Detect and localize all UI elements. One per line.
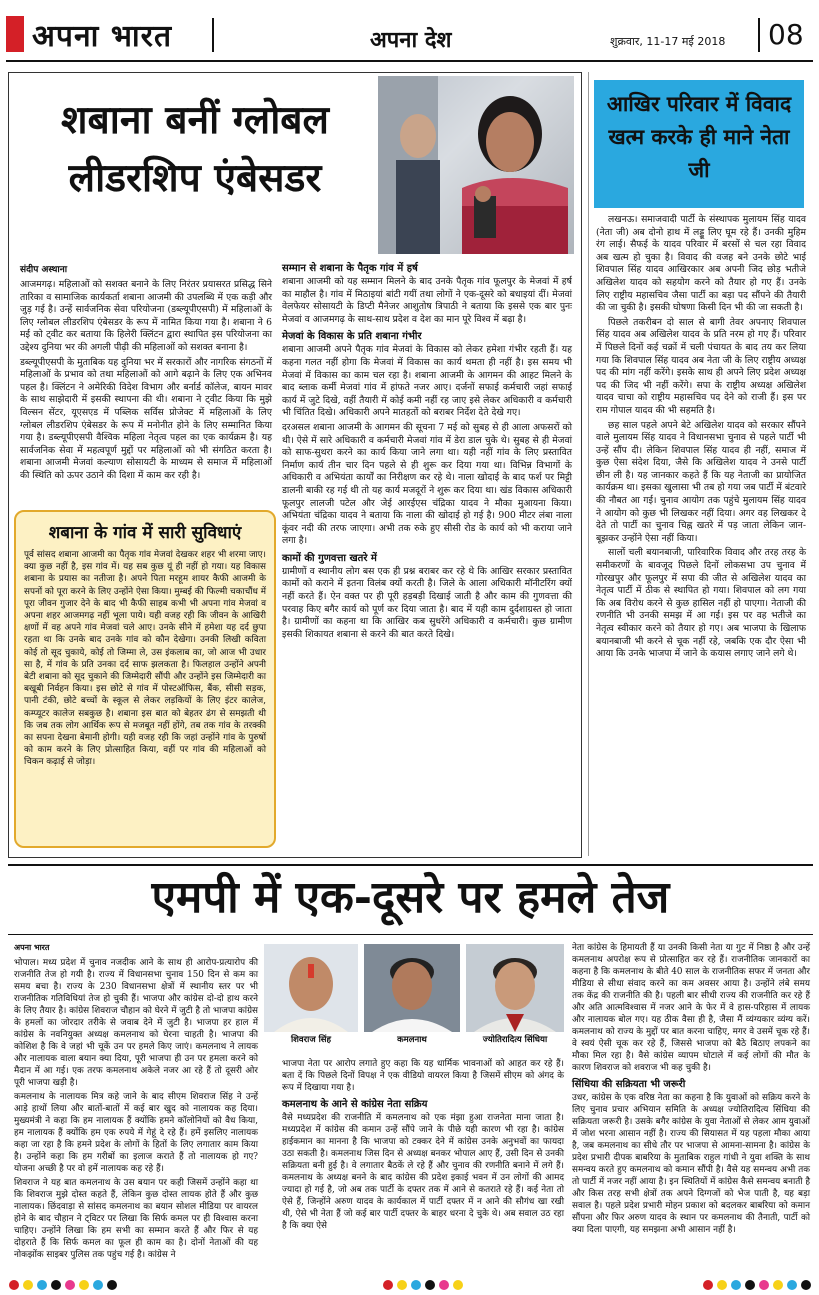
masthead-red-bar	[6, 16, 24, 52]
scindia-portrait	[466, 944, 564, 1032]
family-paragraph: लखनऊ। समाजवादी पार्टी के संस्थापक मुलायम सिंह यादव (नेता जी) अब दोनो हाथ में लड्डू लिए घूम रहे हैं। उनकी मुहिम रंग लाई। सैफई के यादव परिवार में बरसों से चल रहा विवाद अब खत्म हो चुका है। विवाद की वजह बने उनके छोटे भाई शिवपाल सिंह यादव आखिरकार अब अपनी जिद छोड़ भतीजे अखिलेश यादव को सहयोग करने को तैयार हो गए हैं। उनके लिए राष्ट्रीय महासचिव जैसा पार्टी का बड़ा पद सौंपने की तैयारी की जा चुकी है। इसकी घोषणा किसी दिन भी की जा सकती है।	[596, 214, 806, 314]
family-paragraph: छह साल पहले अपने बेटे अखिलेश यादव को सरकार सौंपने वाले मुलायम सिंह यादव ने विधानसभा चुनाव से पहले पार्टी भी उन्हें सौंप दी। लेकिन शिवपाल सिंह यादव ही नहीं, समाज में कुछ ऐसा संदेश दिया, जैसे कि अखिलेश यादव ने उनसे पार्टी छीन ली है। यह जानकार कहते हैं कि यह नेताजी का प्रायोजित कार्यक्रम था। इसका खुलासा भी तब हो गया जब पार्टी में बंटवारे की नौबत आ गई। चुनाव आयोग तक पहुंचे मुलायम सिंह यादव ने आयोग को कुछ भी लिखकर नहीं दिया। अगर वह लिखकर दे देते तो पार्टी का चुनाव चिह्न खतरे में पड़ जाता लेकिन जान-बूझकर उन्होंने ऐसा नहीं किया।	[596, 419, 806, 544]
mp-mid-paragraph: भाजपा नेता पर आरोप लगाते हुए कहा कि यह धार्मिक भावनाओं को आहत कर रहे हैं। बता दें कि पिछले दिनों विपक्ष ने एक वीडियो वायरल किया है जिसमें सीएम को अंगद के रूप में दिखाया गया है।	[282, 1059, 564, 1093]
registration-dots-strip	[8, 1279, 813, 1291]
shabana-col2-subheading: कामों की गुणवत्ता खतरे में	[282, 552, 377, 564]
shabana-byline: संदीप अस्थाना	[20, 265, 68, 275]
section-title: अपना देश	[370, 28, 452, 53]
mp-photos	[264, 944, 564, 1048]
shabana-col2-paragraph: ग्रामीणों व स्थानीय लोग बस एक ही प्रश्न बराबर कर रहे थे कि आखिर सरकार प्रस्तावित कामों को कराने में इतना विलंब क्यों करती है। जिले के आला अधिकारी मॉनीटरिंग क्यों नहीं करते हैं। ऐन वक्त पर ही पूरी हड़बड़ी दिखाई जाती है और काम की गुणवत्ता की परवाह किए बगैर कार्य को पूर्ण कर दिया जाता है। बाद में यही काम दुर्दशाग्रस्त हो जाता है। ग्रामीणों का कहना था कि आखिर कब सुधरेंगे अधिकारी व कर्मचारी। कुछ ग्रामीण इसकी शिकायत शबाना से करने की बात करते दिखे।	[282, 565, 572, 640]
kamalnath-portrait	[364, 944, 460, 1032]
village-box-heading: शबाना के गांव में सारी सुविधाएं	[48, 523, 242, 543]
village-box-body: पूर्व सांसद शबाना आजमी का पैतृक गांव मेजवां देखकर शहर भी शरमा जाए। क्या कुछ नहीं है, इस गांव में। यह सब कुछ यूं ही नहीं हो गया। यह विकास शबाना के प्रयास का नतीजा है। अपने पिता मरहूम शायर कैफी आजमी के सपनों को पूरा करने के लिए उन्होंने ऐसा किया। मुम्बई की फिल्मी चकाचौंध में पूरा जीवन गुजार देने के बाद भी कैफी साहब कभी भी अपना गांव मेजवां व अपना शहर आजमगढ़ नहीं भूला पाये। यही वजह रही कि जीवन के आखिरी क्षणों में वह अपने गांव मेजवां चले आए। उनके सीने में हमेशा यह दर्द छुपा रहता था कि उनके बाद उनके गांव को कौन देखेगा। उनकी लिखी कविता कोई तो सूद चुकाये, कोई तो जिम्मा ले, उस इंकलाब का, जो आज भी उधार सा है, में गांव के प्रति उनका दर्द साफ झलकता है। फिलहाल उन्होंने अपनी बेटी शबाना को सूद चुकाने की जिम्मेदारी सौंपी और उन्होंने इस जिम्मेदारी का बखूबी निर्वहन किया। इस छोटे से गांव में पोस्टऑफिस, बैंक, सीसी सड़क, पानी टंकी, छोटे बच्चों के स्कूल से लेकर लड़कियों के लिए इंटर कालेज, कम्प्यूटर कालेज सबकुछ है। शबाना इस बात को बेहतर ढंग से समझती थी कि जब तक लोग आर्थिक रूप से मजबूत नहीं होंगे, तब तक गांव के तरक्की का सपना देखना बेमानी होगी। यही वजह रही कि जहां उन्होंने गांव के पुरुषों को काम करने के लिए प्रोत्साहित किया, वहीं पर गांव की महिलाओं को चिकन कढ़ाई से जोड़ा।	[24, 550, 266, 768]
family-paragraph: सालों चली बयानबाजी, पारिवारिक विवाद और तरह तरह के समीकरणों के बावजूद पिछले दिनों लोकसभा उप चुनाव में गोरखपुर और फूलपुर में सपा की जीत से अखिलेश यादव का नेतृत्व पार्टी में ठीक से स्थापित हो गया। शिवपाल को लग गया कि अब विरोध करने से कुछ हासिल नहीं हो पाएगा। नेताजी की रणनीति भी उनकी समझ में आ गई। इस पर वह भतीजे का नेतृत्व स्वीकार करने को तैयार हो गए। अब भाजपा के खिलाफ बयानबाजी भी करने से चूक नहीं रहे, जबकि एक दौर ऐसा भी आया कि उनके भाजपा में जाने के कयास लगाए जाने लगे थे।	[596, 547, 806, 660]
paper-name: अपना भारत	[32, 19, 173, 54]
mp-col1-paragraph: कमलनाथ के नालायक मित्र कहे जाने के बाद सीएम शिवराज सिंह ने उन्हें आड़े हाथों लिया और बातों-बातों में कई बार खुद को नालायक कह दिया। मुख्यमंत्री ने कहा कि हम नालायक हैं क्योंकि हमने कॉलोनियों को वैध किया, हम नालायक हैं क्योंकि हम एक रुपये में गेहूं दे रहे हैं। हमें इसलिए नालायक कहा जा रहा है कि हमने प्रदेश के लोगों के हितों के लिए लगातार काम किया है। उन्होंने कहा कि हम गरीबों का इलाज कराते हैं तो नालायक हो गए? योजना अच्छी है पर वो हमें नालायक कह रहे हैं।	[14, 1092, 258, 1174]
mp-col1	[14, 942, 258, 1263]
photo-kamalnath	[364, 944, 460, 1032]
mp-right-paragraph: नेता कांग्रेस के हिमायती हैं या उनकी किसी नेता या गुट में निष्ठा है और उन्हें कमलनाथ अपरोक्ष रूप से प्रोत्साहित कर रहे हैं। राजनीतिक जानकारों का कहना है कि कमलनाथ के बीते 40 साल के राजनीतिक सफर में जनता और मीडिया से सीधा संवाद करने का कम अवसर आया है। उन्होंने लंबे समय तक केंद्र की राजनीति की है। पहली बार सीधी राज्य की राजनीति कर रहे हैं और अति आत्मविश्वास में नजर आने के फेर में वे हास-परिहास में लायक और नालायक बोल गए। यह ठीक वैसा ही है, जैसा मैं व्यंग्यकार व्यंग्य करें। कमलनाथ को राज्य के मुद्दों पर बात करना चाहिए, मगर वे उसमें चूक रहे हैं। वे स्वयं ऐसी चूक कर रहे हैं, जिससे भाजपा को बैठे बिठाए लपकने का मौका मिल रहा है। वैसे कांग्रेस व्यापम घोटाले में कई लोगों की मौत के कारण शिवराज को शवराज भी कह चुकी है।	[572, 943, 810, 1073]
photo-caption: कमलनाथ	[397, 1035, 427, 1045]
shabana-col1-paragraph: आजमगढ़। महिलाओं को सशक्त बनाने के लिए निरंतर प्रयासरत प्रसिद्ध सिने तारिका व सामाजिक कार्यकर्ता शबाना आजमी की उपलब्धि में एक कड़ी और जुड़ गई है। उन्हें सार्वजनिक सेवा परियोजना (डब्ल्यूपीएसपी) में महिलाओं के लिए ग्लोबल लीडरशिप एंबेसडर के रूप में नामित किया गया है। शबाना ने 6 मई को ट्वीट कर बताया कि हिलेरी क्लिंटन द्वारा स्थापित इस परियोजना का उद्देश्य दुनिया भर की अगली पीढ़ी की महिलाओं को सशक्त बनाना है।	[20, 279, 272, 353]
family-headline-box	[594, 80, 804, 208]
mp-right-subheading: सिंधिया की सक्रियता भी जरूरी	[572, 1079, 686, 1090]
shabana-col2-paragraph: शबाना आजमी को यह सम्मान मिलने के बाद उनके पैतृक गांव फूलपुर के मेजवां में हर्ष का माहौल है। गांव में मिठाइयां बांटी गयीं तथा लोगों ने एक-दूसरे को बधाइयां दीं। मेजवां वेलफेयर सोसायटी के डिप्टी मैनेजर आशुतोष त्रिपाठी ने बताया कि इससे एक बार पुनः मेजवां व आजमगढ़ के साथ-साथ प्रदेश व देश का मान पूरे विश्व में बढ़ा है।	[282, 276, 572, 325]
shabana-col2-subheading: सम्मान से शबाना के पैतृक गांव में हर्ष	[282, 263, 418, 274]
mp-mid-subheading: कमलनाथ के आने से कांग्रेस नेता सक्रिय	[282, 1099, 428, 1110]
mp-headline-rule	[8, 934, 813, 935]
shabana-col1-paragraph: डब्ल्यूपीएसपी के मुताबिक यह दुनिया भर में सरकारों और नागरिक संगठनों में महिलाओं के प्रभाव को तथा महिलाओं को आगे बढ़ाने के लिए एक अभिनव पहल है। क्लिंटन ने अमेरिकी विदेश विभाग और बर्नार्ड कॉलेज, बायन मावर के साथ साझेदारी में इसकी स्थापना की थी। शबाना ने ट्वीट किया कि मुझे विल्सन सेंटर, यूएसएड में पब्लिक सर्विस प्रोजेक्ट में महिलाओं के लिए ग्लोबल लीडरशिप एंबेसडर के रूप में मनोनीत होने के लिए सम्मानित किया गया है। डब्ल्यूपीएसपी वैश्विक महिला नेतृत्व पहल का एक कार्यक्रम है। यह सार्वजनिक सेवा में महत्वपूर्ण मुद्दों पर महिलाओं को भी संगठित करता है। शबाना आजमी मेजवां कल्याण सोसायटी के माध्यम से समाज में महिलाओं की स्थिति को ऊपर उठाने की दिशा में काम कर रही है।	[20, 356, 272, 481]
section-divider	[8, 864, 813, 866]
page-number: 08	[768, 18, 804, 51]
masthead-divider-right	[758, 18, 760, 52]
issue-date: शुक्रवार, 11-17 मई 2018	[610, 35, 726, 48]
mp-headline: एमपी में एक-दूसरे पर हमले तेज	[151, 872, 670, 923]
masthead-divider-left	[212, 18, 214, 52]
shabana-col1	[20, 262, 272, 485]
family-headline: आखिर परिवार में विवाद खत्म करके ही माने नेता जी	[606, 92, 792, 182]
shabana-col2	[282, 258, 572, 643]
shabana-headline	[20, 92, 370, 208]
mp-col1-paragraph: भोपाल। मध्य प्रदेश में चुनाव नजदीक आने के साथ ही आरोप-प्रत्यारोप की राजनीति तेज हो गयी है। राज्य में विधानसभा चुनाव 150 दिन से कम का समय बचा है। राज्य के 230 विधानसभा क्षेत्रों में स्थानीय स्तर पर भी राजनीतिक गतिविधियां तेज हो चुकी हैं। भाजपा और कांग्रेस दो-दो हाथ करने के लिए तैयार है। कांग्रेस शिवराज चौहान को घेरने में जुटी है तो भाजपा कांग्रेस के हमलों का जोरदार तरीके से जवाब देने में जुटी है। भाजपा हर हाल में कांग्रेस के नवनियुक्त अध्यक्ष कमलनाथ को घेरना चाहती है। भाजपा की कोशिश है कि वे जहां भी चूकें उन पर हमले किए जाएं। कमलनाथ ने लायक और नालायक वाला बयान क्या दिया, पूरी भाजपा ही उन पर हमला करने को मैदान में आ गई। एक तरफ कमलनाथ अकेले नजर आ रहे हैं तो दूसरी ओर पूरी भाजपा खड़ी है।	[14, 958, 258, 1088]
masthead-rule	[6, 60, 813, 62]
family-paragraph: पिछले तकरीबन दो साल से बागी तेवर अपनाए शिवपाल सिंह यादव अब अखिलेश यादव के प्रति नरम हो गए हैं। परिवार में पिछले दिनों कई चक्रों में चली पंचायत के बाद तय कर लिया गया कि शिवपाल सिंह यादव अब नेता जी के लिए राष्ट्रीय अध्यक्ष पद की मांग नहीं करेंगे। इसके साथ ही अपने लिए प्रदेश अध्यक्ष पद की जिद भी नहीं करेंगे। सपा के राष्ट्रीय अध्यक्ष अखिलेश यादव चाचा को राष्ट्रीय महासचिव पद देने को राजी हैं। इस पर राम गोपाल यादव की भी सहमति है।	[596, 316, 806, 416]
photo-scindia	[466, 944, 564, 1032]
shabana-col2-paragraph: शबाना आजमी अपने पैतृक गांव मेजवां के विकास को लेकर हमेशा गंभीर रहती हैं। यह कहना गलत नहीं होगा कि मेजवां में विकास का कार्य थमता ही नहीं है। इस समय भी मेजवां में विकास का काम चल रहा है। शबाना आजमी के आगमन की आहट मिलने के बाद ब्लाक कर्मी मेजवां गांव में हांफते नजर आए। दर्जनों सफाई कर्मचारी जहां सफाई कार्य में जुटे दिखे, वहीं तैयारी में कोई कमी नहीं रह जाए इसे लेकर अधिकारी व कर्मचारी भी चिंतित दिखे। अधिकारी अपने मातहतों को बराबर निर्देश देते देखे गए।	[282, 344, 572, 419]
shabana-photo	[378, 76, 574, 254]
shabana-portrait-illustration	[378, 76, 574, 254]
mp-mid-paragraph: वैसे मध्यप्रदेश की राजनीति में कमलनाथ को एक मंझा हुआ राजनेता माना जाता है। मध्यप्रदेश में कांग्रेस की कमान उन्हें सौंपे जाने के पीछे यही कारण भी रहा है। कांग्रेस हाईकमान का मानना है कि भाजपा को टक्कर देने में कांग्रेस उनके अनुभवों का फायदा उठा सकती है। कमलनाथ जिस दिन से अध्यक्ष बनकर भोपाल आए हैं, उसी दिन से उनकी सक्रियता बनी हुई है। वे लगातार बैठकें ले रहे हैं और चुनाव की रणनीति बनाने में लगे हैं। कमलनाथ के अध्यक्ष बनने के बाद कांग्रेस की प्रदेश इकाई भवन में उन लोगों की आमद ज्यादा हो गई है, जो अब तक पार्टी के दफ्तर तक में आने से कतराते रहे हैं। कई नेता तो ऐसे हैं, जिन्होंने अरुण यादव के कार्यकाल में पार्टी दफ्तर में न आने की सौगंध खा रखी थी, ऐसे भी नेता हैं जो कई बार पार्टी दफ्तर के बाहर धरना दे चुके थे। अब सवाल उठ रहा है कि क्या ऐसे	[282, 1113, 564, 1231]
mp-byline: अपना भारत	[14, 943, 50, 952]
shabana-col2-subheading: मेजवां के विकास के प्रति शबाना गंभीर	[282, 331, 422, 343]
photo-caption: ज्योतिरादित्य सिंधिया	[482, 1035, 548, 1045]
masthead	[0, 0, 819, 62]
photo-caption: शिवराज सिंह	[290, 1035, 332, 1045]
shabana-headline-line2: लीडरशिप एंबेसडर	[68, 156, 322, 201]
color-registration-dots	[8, 1276, 813, 1288]
shabana-headline-line1: शबाना बनीं ग्लोबल	[60, 98, 330, 143]
mp-col-mid	[282, 1058, 564, 1234]
shivraj-portrait	[264, 944, 358, 1032]
mp-col1-paragraph: शिवराज ने यह बात कमलनाथ के उस बयान पर कही जिसमें उन्होंने कहा था कि शिवराज मुझे दोस्त कहते हैं, लेकिन कुछ दोस्त लायक होते हैं और कुछ नालायक। छिंदवाड़ा से सांसद कमलनाथ का बयान सोशल मीडिया पर वायरल होने के बाद चौहान ने ट्विटर पर लिखा कि सिर्फ कमल पर ही विश्वास करना चाहिए। उन्होंने लिखा कि हम सभी का सम्मान करते हैं और फिर से यह दोहराते हैं कि सिर्फ कमल का फूल ही काम का है। दोनों नेताओं की यह नोकझोंक साइबर पुलिस तक पहुंच गई है। कांग्रेस ने	[14, 1178, 258, 1260]
photo-shivraj	[264, 944, 358, 1032]
mp-col-right	[572, 942, 810, 1238]
village-facilities-box	[14, 510, 276, 848]
mp-right-paragraph: उधर, कांग्रेस के एक वरिष्ठ नेता का कहना है कि युवाओं को सक्रिय करने के लिए चुनाव प्रचार अभियान समिति के अध्यक्ष ज्योतिरादित्य सिंधिया की सक्रियता जरूरी है। उसके बगैर कांग्रेस के युवा नेताओं से लेकर आम युवाओं में जोश भरना आसान नहीं है। राज्य की सियासत में यह पहला मौका आया है, जब कमलनाथ का सीधे तौर पर भाजपा से आमना-सामना है। कांग्रेस के प्रदेश प्रभारी दीपक बाबरिया के मुताबिक राहुल गांधी ने युवा शक्ति के साथ समन्वय करते हुए कमलनाथ को कमान सौंपी है। वैसे यह समन्वय अभी तक तो पार्टी में नजर नहीं आया है। इन स्थितियों में कांग्रेस कैसे समन्वय बनाती है और किस तरह सभी क्षेत्रों तक अपने दिग्गजों को भेज पाती है, यह बड़ा सवाल है। पहले प्रदेश प्रभारी मोहन प्रकाश को बदलकर बाबरिया को कमान सौंपना और फिर अरुण यादव के स्थान पर कमलनाथ की तैनाती, पार्टी को क्या दिला पाएगी, यह समझना अभी आसान नहीं है।	[572, 1093, 810, 1235]
family-body	[596, 214, 806, 663]
shabana-col2-paragraph: दरअसल शबाना आजमी के आगमन की सूचना 7 मई को सुबह से ही आला अफसरों को थी। ऐसे में सारे अधिकारी व कर्मचारी मेजवां गांव में डेरा डाल चुके थे। सुबह से ही मेजवां को साफ-सुथरा करने का कार्य किया जाने लगा था। यही नहीं गांव के लिए प्रस्तावित निर्माण कार्य तीन चार दिन पहले से ही शुरू कर दिया गया था। विभिन्न विभागों के अधिकारी व अभियंता कार्यों का निरीक्षण कर रहे थे। नाला खोदाई के बाद फर्श पर मिट्टी डालनी बाकी रह गई थी तो यह कार्य मजदूरों ने शुरू कर दिया था। खंड विकास अधिकारी फूलपुर लालजी पटेल और जेई आरईएस चंद्रिका यादव ने मौका मुआयना किया। अभियंता चंद्रिका यादव ने बताया कि नाला की खोदाई हो गई है। 900 मीटर लंबा नाला कूंवर नदी की तरफ जाएगा। अभी तक रुके हुए सीसी रोड के कार्य को भी कराया जाने लगा है।	[282, 421, 572, 547]
